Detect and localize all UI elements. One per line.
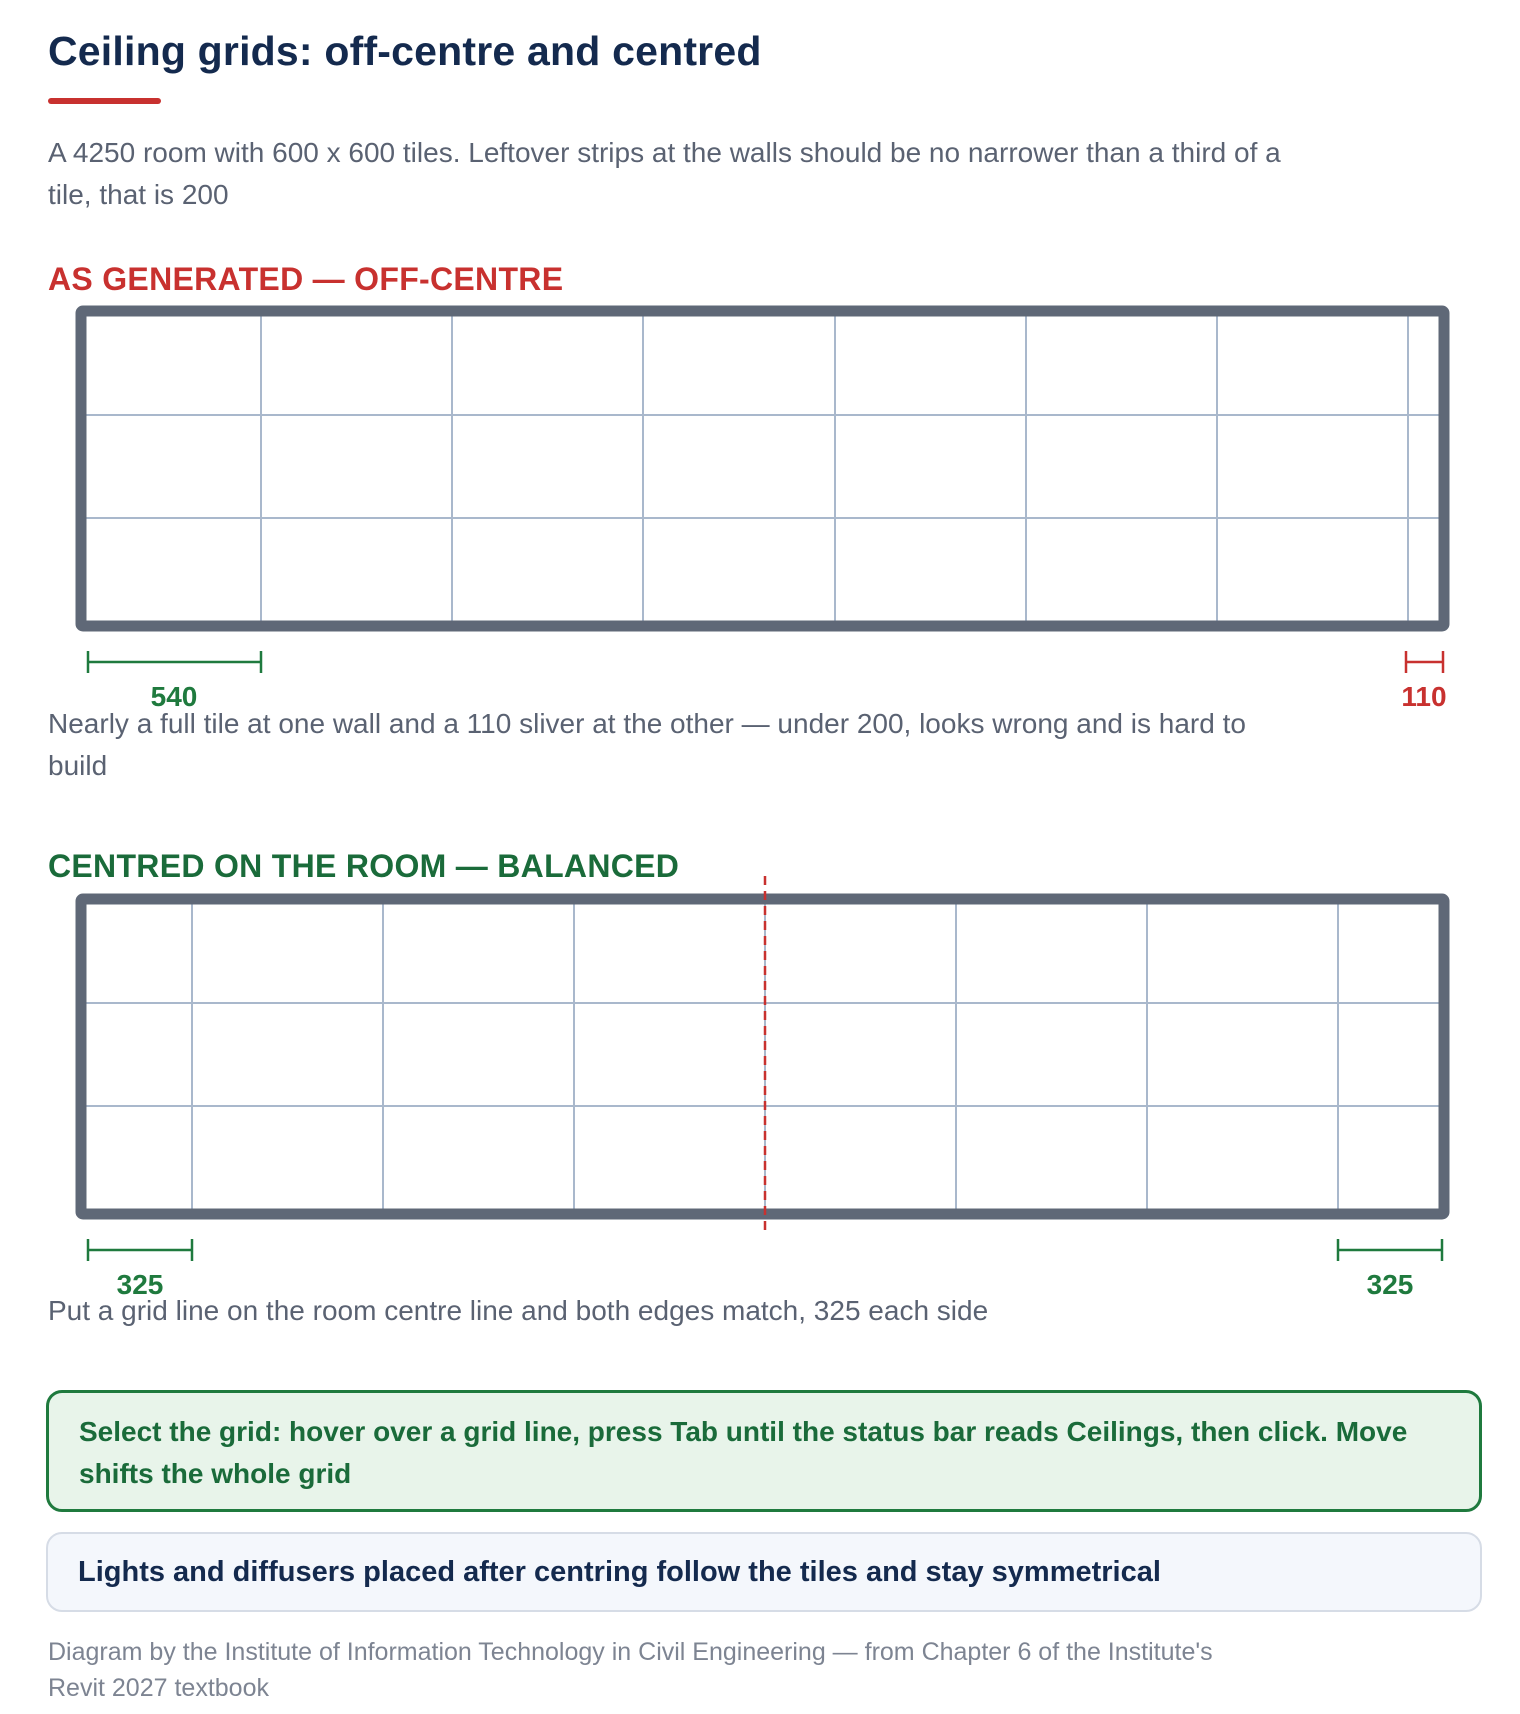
off-centre-right-dimension [1406, 651, 1443, 673]
lights-note-box [46, 1532, 1482, 1612]
off-centre-left-dimension [88, 651, 261, 673]
centred-left-dimension [88, 1239, 192, 1261]
off-centre-left-strip-label: 540 [150, 681, 198, 712]
page-title: Ceiling grids: off-centre and centred [48, 28, 762, 74]
lights-note-text: Lights and diffusers placed after centring follow the tiles and stay symmetrical [78, 1556, 1161, 1588]
selection-tip-text: Select the grid: hover over a grid line, press Tab until the status bar reads Ceilings, then click. Move shifts the whole grid [79, 1416, 1408, 1489]
centred-left-strip-label: 325 [116, 1269, 164, 1300]
centred-heading: CENTRED ON THE ROOM — BALANCED [48, 848, 680, 884]
off-centre-grid-diagram [0, 290, 1520, 730]
off-centre-right-strip-label: 110 [1401, 681, 1447, 712]
selection-tip-box [46, 1390, 1482, 1512]
centred-grid-diagram [0, 860, 1520, 1320]
credit-text: Diagram by the Institute of Information Technology in Civil Engineering — from Chapter 6 of the Institute's Revit 2027 textbook [48, 1638, 1213, 1702]
centred-right-strip-label: 325 [1366, 1269, 1414, 1300]
centred-right-dimension [1338, 1239, 1442, 1261]
off-centre-heading: AS GENERATED — OFF-CENTRE [48, 261, 564, 297]
centred-caption: Put a grid line on the room centre line and both edges match, 325 each side [48, 1295, 989, 1326]
intro-text: A 4250 room with 600 x 600 tiles. Leftover strips at the walls should be no narrower than a third of a tile, that is 200 [48, 137, 1281, 210]
off-centre-caption: Nearly a full tile at one wall and a 110 sliver at the other — under 200, looks wrong and is hard to build [48, 708, 1246, 781]
title-accent-bar [48, 98, 161, 104]
